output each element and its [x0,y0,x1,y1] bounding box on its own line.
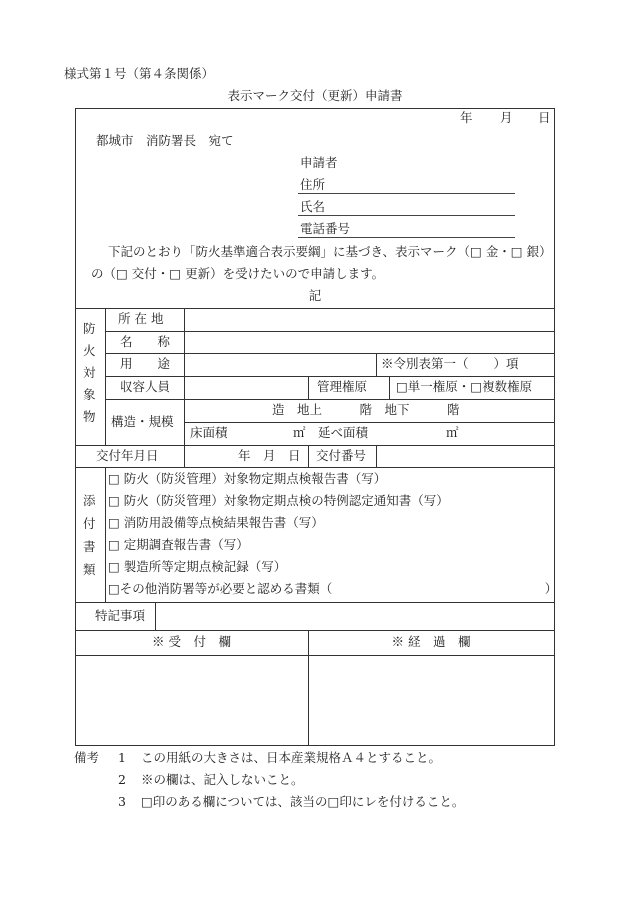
management-label: 管理権原 [317,379,368,394]
body-text-line1: 下記のとおり「防火基準適合表示要綱」に基づき、表示マーク（□ 金・□ 銀） [108,244,552,259]
floor-area-label: 床面積 [190,425,228,440]
phone-underline [298,237,515,238]
remarks-label: 備考 [74,750,100,765]
ordinance-label: ※令別表第一（ ）項 [381,356,519,371]
building-name-label: 名 称 [120,334,171,349]
form-number: 様式第１号（第４条関係） [64,66,215,81]
body-text-line2: の（□ 交付・□ 更新）を受けたいので申請します。 [91,266,385,281]
name-underline [298,215,515,216]
structure-floors: 造 地上 階 地下 階 [272,402,460,417]
remark-text: この用紙の大きさは、日本産業規格Ａ４とすること。 [141,750,442,765]
total-area-unit: ㎡ [446,425,459,440]
floor-area-unit: ㎡ [293,425,306,440]
attachment-item: □ 製造所等定期点検記録（写） [108,559,287,574]
special-notes-label: 特記事項 [95,608,146,623]
issue-date-label: 交付年月日 [96,448,159,463]
capacity-label: 収容人員 [120,379,171,394]
remark-text: □印のある欄については、該当の□印にレを付けること。 [141,794,465,809]
remark-number: 2 [118,772,126,787]
attachment-item: □ 消防用設備等点検結果報告書（写） [108,515,324,530]
date-month: 月 [500,110,513,125]
attachment-item: □ 定期調査報告書（写） [108,537,249,552]
remark-number: 1 [118,750,126,765]
issue-date-value: 年 月 日 [238,448,301,463]
usage-label: 用 途 [120,356,171,371]
attachment-item: □ 防火（防災管理）対象物定期点検報告書（写） [108,471,387,486]
attachment-item: □その他消防署等が必要と認める書類（ ） [108,581,558,596]
location-label: 所 在 地 [118,311,164,326]
structure-label: 構造・規模 [111,414,174,429]
remark-text: ※の欄は、記入しないこと。 [141,772,304,787]
issue-number-label: 交付番号 [316,448,367,463]
remark-number: 3 [118,794,126,809]
reception-header: ※ 受 付 欄 [152,634,231,649]
form-title: 表示マーク交付（更新）申請書 [227,88,403,103]
total-area-label: 延べ面積 [318,425,369,440]
address-underline [298,193,515,194]
address-label: 住所 [300,177,326,192]
phone-label: 電話番号 [300,221,351,236]
attachment-item: □ 防火（防災管理）対象物定期点検の特例認定通知書（写） [108,493,449,508]
date-day: 日 [538,110,551,125]
progress-header: ※ 経 過 欄 [391,634,471,649]
ki-label: 記 [308,288,322,303]
management-options: □単一権原・□複数権原 [396,379,533,394]
addressee: 都城市 消防署長 宛て [96,133,234,148]
name-label: 氏名 [300,199,326,214]
date-year: 年 [460,110,473,125]
applicant-label: 申請者 [300,155,338,170]
